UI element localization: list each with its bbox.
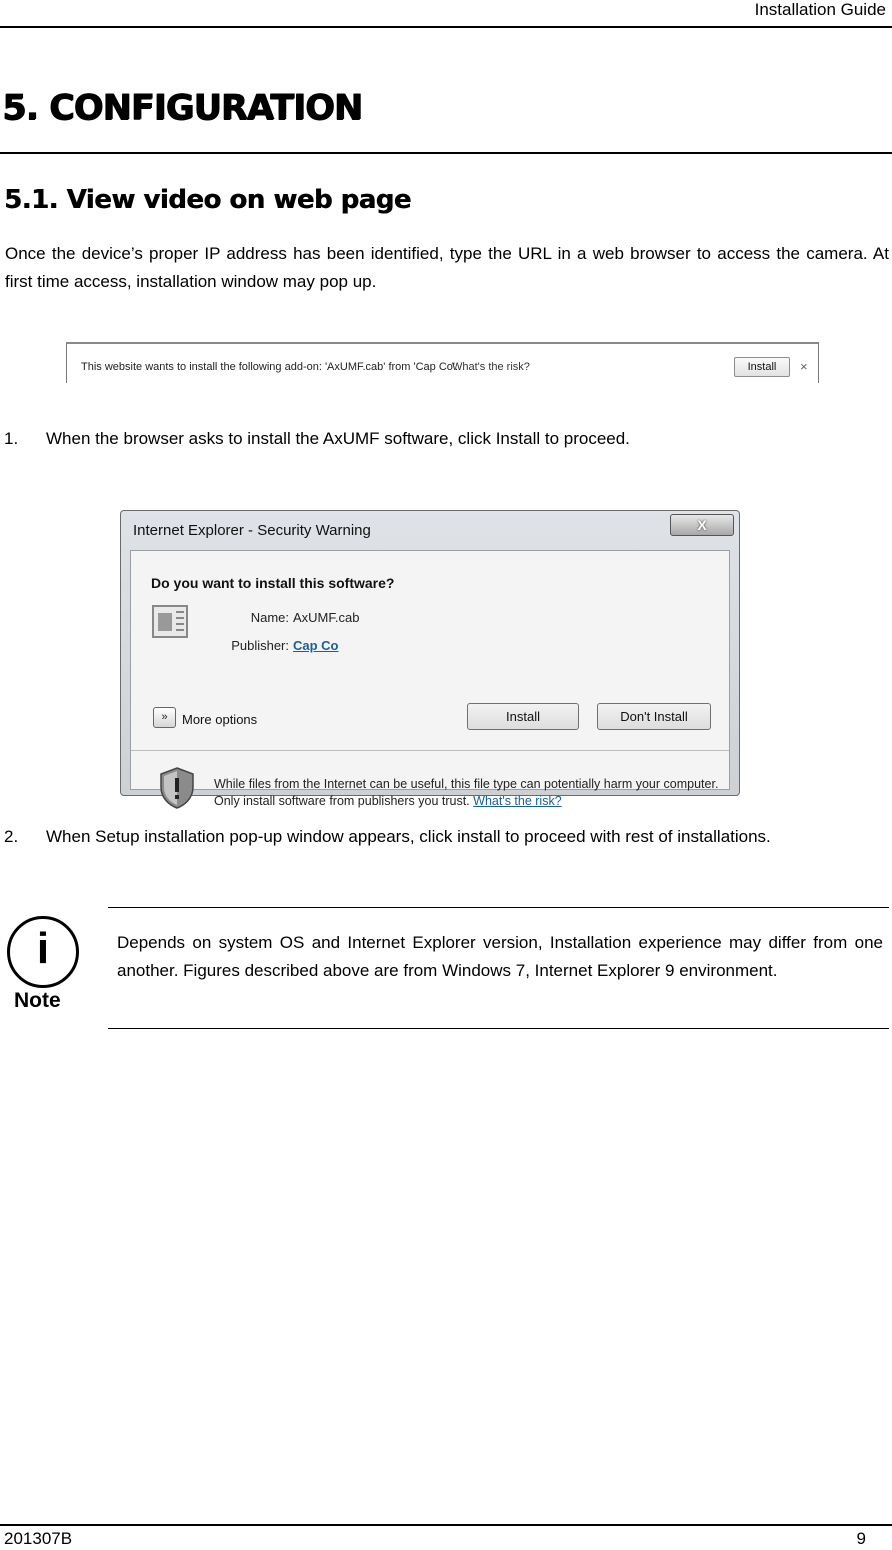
dialog-panel	[130, 550, 730, 808]
install-button[interactable]: Install	[467, 703, 579, 730]
step-number: 1.	[4, 429, 19, 448]
step-text: When Setup installation pop-up window appears, click install to proceed with rest of installations.	[46, 827, 771, 846]
info-icon	[7, 916, 79, 988]
infobar-install-button[interactable]: Install	[734, 357, 790, 377]
dialog-risk-link[interactable]: What's the risk?	[473, 794, 562, 808]
name-label: Name:	[250, 610, 289, 625]
dialog-close-button[interactable]: X	[670, 514, 734, 536]
dialog-title: Internet Explorer - Security Warning	[133, 522, 371, 539]
page-number: 9	[856, 1529, 866, 1548]
page-header	[0, 0, 892, 28]
publisher-label: Publisher:	[231, 638, 289, 653]
dialog-question: Do you want to install this software?	[151, 575, 395, 591]
infobar-risk-link[interactable]: What's the risk?	[452, 361, 530, 373]
security-warning-dialog	[120, 510, 740, 808]
intro-paragraph: Once the device’s proper IP address has been identified, type the URL in a web browser to access the camera. At first time access, installation window may pop up.	[5, 244, 889, 291]
header-title: Installation Guide	[754, 0, 886, 19]
ie-infobar	[66, 342, 819, 383]
more-options-label[interactable]: More options	[182, 712, 258, 727]
info-icon-letter: i	[36, 924, 50, 973]
close-icon[interactable]: ×	[800, 359, 808, 374]
publisher-link[interactable]: Cap Co	[293, 638, 339, 653]
warning-message: While files from the Internet can be useful, this file type can potentially harm your computer. Only install software from publishers you trust.	[214, 777, 719, 808]
chevron-down-icon[interactable]: »	[153, 707, 176, 728]
name-value: AxUMF.cab	[293, 610, 360, 625]
note-bottom-rule	[108, 1028, 889, 1029]
dont-install-button[interactable]: Don't Install	[597, 703, 711, 730]
footer-doc-code: 201307B	[4, 1529, 73, 1548]
shield-warning-icon	[159, 767, 195, 809]
note-label: Note	[14, 989, 61, 1012]
infobar-message: This website wants to install the following add-on: 'AxUMF.cab' from 'Cap Co'.	[81, 361, 459, 373]
note-text: Depends on system OS and Internet Explorer version, Installation experience may differ from one another. Figures described above are from Windows 7, Internet Explorer 9 environment.	[117, 933, 883, 980]
step-number: 2.	[4, 827, 19, 846]
note-top-rule	[108, 907, 889, 908]
file-icon	[152, 605, 188, 638]
footer-rule	[0, 1524, 892, 1526]
step-text: When the browser asks to install the AxUMF software, click Install to proceed.	[46, 429, 630, 448]
subsection-heading: 5.1. View video on web page	[4, 185, 411, 215]
heading-rule	[0, 152, 892, 154]
section-heading: 5. CONFIGURATION	[2, 88, 362, 128]
dialog-warning-text	[214, 776, 719, 810]
